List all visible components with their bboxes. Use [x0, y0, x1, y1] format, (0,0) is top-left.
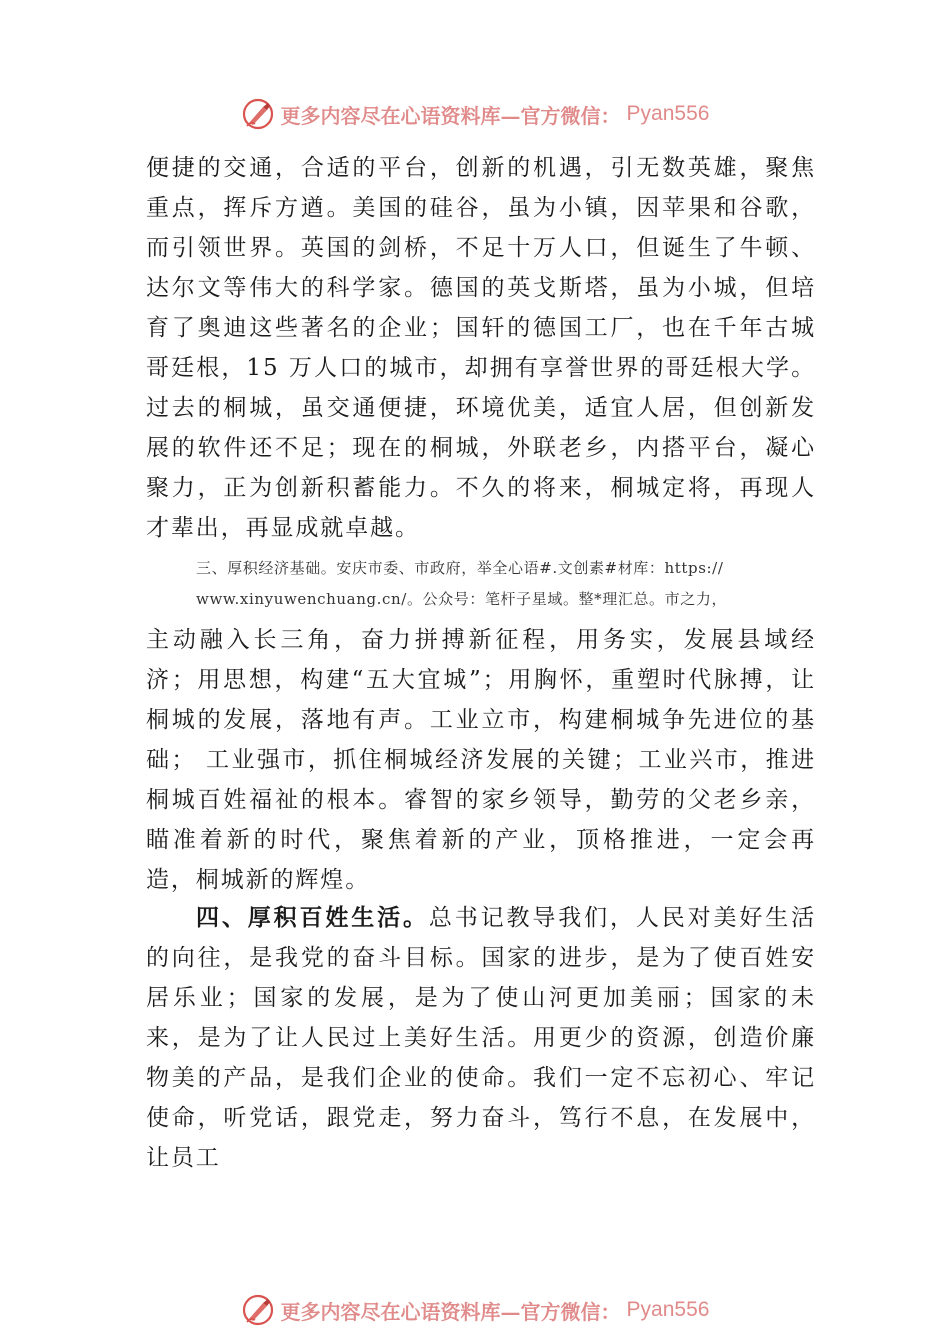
footer-banner: [0, 1290, 950, 1330]
body-paragraph-3-text: 总书记教导我们，人民对美好生活的向往，是我党的奋斗目标。国家的进步，是为了使百姓安居乐业；国家的发展，是为了使山河更加美丽；国家的未来，是为了让人民过上美好生活。用更少的资源，创造价廉物美的产品，是我们企业的使命。我们一定不忘初心、牢记使命，听党话，跟党走，努力奋斗，笃行不息，在发展中，让员工: [146, 905, 817, 1171]
pen-logo-icon: [241, 97, 275, 131]
inline-note-line-1: 三、厚积经济基础。安庆市委、市政府，举全心语#.文创素#材库：https://: [196, 559, 724, 577]
body-paragraph-2: 主动融入长三角，奋力拼搏新征程，用务实，发展县域经济；用思想，构建“五大宜城”；用胸怀，重塑时代脉搏，让桐城的发展，落地有声。工业立市，构建桐城争先进位的基础； 工业强市，抓住桐城经济发展的关键；工业兴市，推进桐城百姓福祉的根本。睿智的家乡领导，勤劳的父老乡亲，瞄准着新的时代，聚焦着新的产业，顶格推进，一定会再造，桐城新的辉煌。: [146, 627, 816, 893]
header-banner-text: 更多内容尽在心语资料库—官方微信：: [280, 103, 621, 128]
footer-banner-text: 更多内容尽在心语资料库—官方微信：: [280, 1299, 621, 1324]
pen-logo-icon: [241, 1293, 275, 1327]
body-paragraph-1: 便捷的交通，合适的平台，创新的机遇，引无数英雄，聚焦重点，挥斥方遒。美国的硅谷，虽为小镇，因苹果和谷歌， 而引领世界。英国的剑桥，不足十万人口，但诞生了牛顿、 达尔文等伟大的科学家。德国的英戈斯塔，虽为小城，但培育了奥迪这些著名的企业；国轩的德国工厂，也在千年古城哥廷根，15 万人口的城市，却拥有享誉世界的哥廷根大学。过去的桐城，虽交通便捷，环境优美，适宜人居，但创新发展的软件还不足；现在的桐城，外联老乡，内搭平台，凝心聚力，正为创新积蓄能力。不久的将来，桐城定将，再现人才辈出，再显成就卓越。: [146, 155, 816, 541]
inline-note-line-2: www.xinyuwenchuang.cn/。公众号：笔杆子星域。整*理汇总。市之力，: [196, 590, 728, 608]
header-banner: [0, 94, 950, 134]
header-wechat-id: Pyan556: [626, 102, 710, 125]
footer-wechat-id: Pyan556: [626, 1298, 710, 1321]
section-heading-4: 四、厚积百姓生活。: [196, 904, 429, 931]
body-paragraph-3: [146, 898, 816, 1178]
